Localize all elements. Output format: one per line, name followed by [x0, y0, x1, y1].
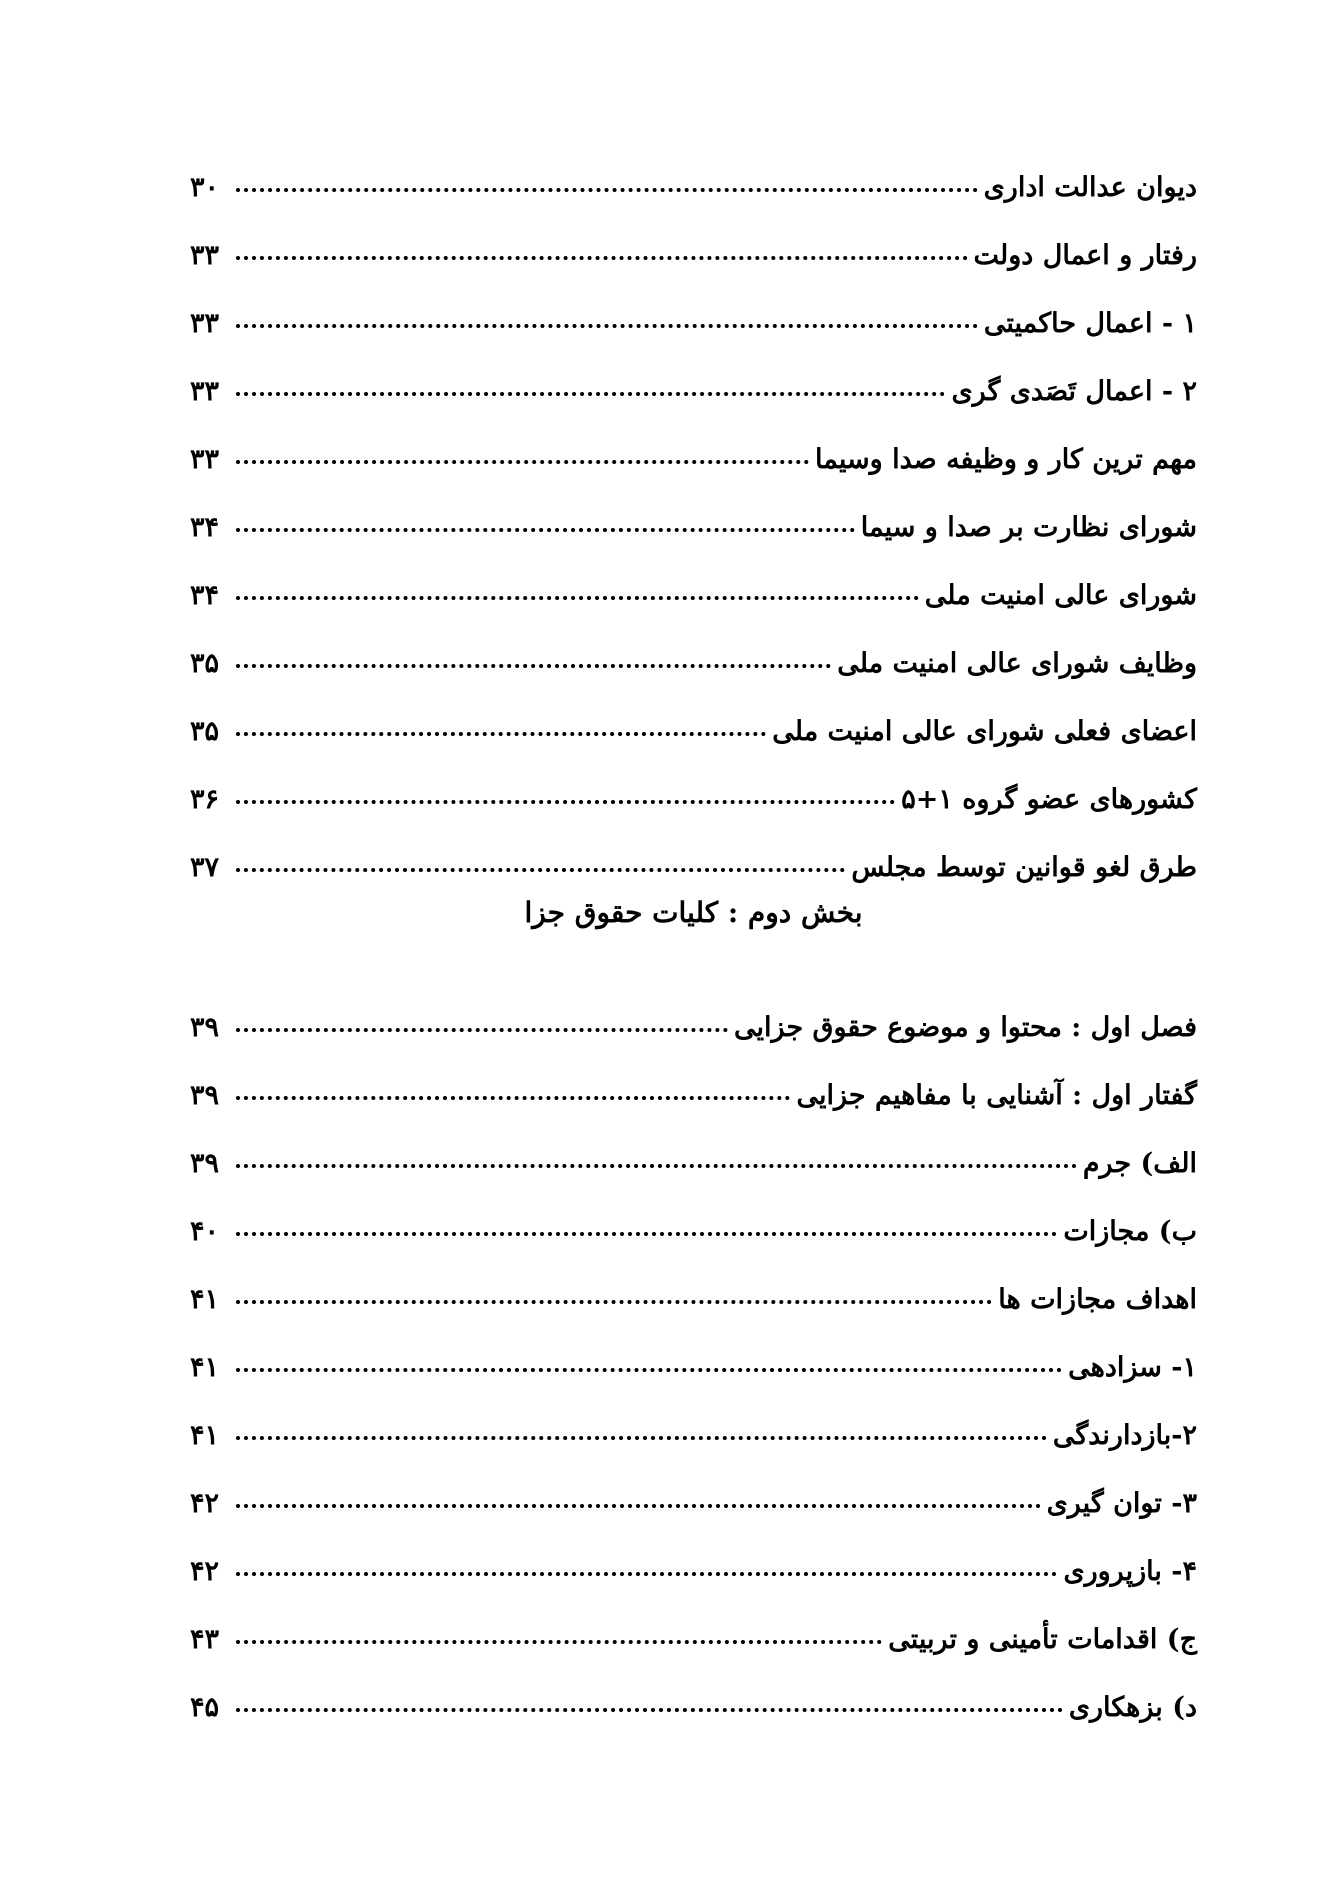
- toc-entry-title: کشورهای عضو گروه ۱+۵: [901, 784, 1197, 815]
- dot-leader: [236, 1294, 992, 1304]
- toc-entry-page: ۳۹: [190, 1080, 220, 1111]
- toc-entry-page: ۴۲: [190, 1556, 220, 1587]
- toc-entry-page: ۴۰: [190, 1216, 220, 1247]
- dot-leader: [236, 1498, 1041, 1508]
- toc-entry: [190, 1615, 1197, 1665]
- toc-entry-title: ۲-بازدارندگی: [1052, 1420, 1197, 1451]
- dot-leader: [236, 454, 809, 464]
- toc-entry: [190, 435, 1197, 485]
- toc-entry: [190, 1139, 1197, 1189]
- toc-entry: [190, 1003, 1197, 1053]
- toc-entry-page: ۴۵: [190, 1692, 220, 1723]
- toc-entry-page: ۳۵: [190, 648, 220, 679]
- toc-entry-page: ۳۷: [190, 852, 220, 883]
- toc-entry: [190, 639, 1197, 689]
- toc-entry-page: ۴۱: [190, 1352, 220, 1383]
- toc-entry-page: ۳۴: [190, 512, 220, 543]
- toc-entry-page: ۳۹: [190, 1148, 220, 1179]
- toc-entry-page: ۳۳: [190, 308, 220, 339]
- dot-leader: [236, 726, 766, 736]
- toc-entry: [190, 1207, 1197, 1257]
- toc-entry-title: اهداف مجازات ها: [998, 1284, 1197, 1315]
- toc-entry-page: ۴۱: [190, 1420, 220, 1451]
- toc-entry-title: ۳- توان گیری: [1046, 1488, 1197, 1519]
- dot-leader: [236, 182, 978, 192]
- toc-entry-title: شورای عالی امنیت ملی: [924, 580, 1197, 611]
- toc-entry-page: ۳۳: [190, 444, 220, 475]
- toc-entry: [190, 163, 1197, 213]
- dot-leader: [236, 1362, 1062, 1372]
- toc-entry-title: ۴- بازپروری: [1063, 1556, 1197, 1587]
- toc-entry: [190, 503, 1197, 553]
- toc-entry: [190, 1071, 1197, 1121]
- dot-leader: [236, 658, 831, 668]
- toc-entry-title: مهم ترین کار و وظیفه صدا وسیما: [815, 444, 1197, 475]
- toc-entry-title: ۱ - اعمال حاکمیتی: [983, 308, 1197, 339]
- toc-entry: [190, 1547, 1197, 1597]
- dot-leader: [236, 522, 855, 532]
- dot-leader: [236, 386, 945, 396]
- dot-leader: [236, 1022, 728, 1032]
- toc-entry-page: ۳۵: [190, 716, 220, 747]
- section-heading: بخش دوم : کلیات حقوق جزا: [524, 896, 863, 929]
- toc-entry-page: ۴۳: [190, 1624, 220, 1655]
- toc-entry-title: گفتار اول : آشنایی با مفاهیم جزایی: [796, 1080, 1197, 1111]
- toc-entry-title: فصل اول : محتوا و موضوع حقوق جزایی: [734, 1012, 1197, 1043]
- toc-entry-page: ۴۱: [190, 1284, 220, 1315]
- dot-leader: [236, 318, 978, 328]
- dot-leader: [236, 250, 968, 260]
- toc-entry-title: دیوان عدالت اداری: [983, 172, 1197, 203]
- toc-entry-page: ۳۳: [190, 376, 220, 407]
- toc-entry: [190, 707, 1197, 757]
- toc-entry-title: ج) اقدامات تأمینی و تربیتی: [888, 1624, 1197, 1655]
- toc-entry: [190, 1343, 1197, 1393]
- toc-entry-page: ۳۴: [190, 580, 220, 611]
- toc-entry: [190, 571, 1197, 621]
- toc-entry-title: ۲ - اعمال تَصَدی گری: [951, 376, 1197, 407]
- toc-entry-title: شورای نظارت بر صدا و سیما: [860, 512, 1197, 543]
- dot-leader: [236, 1702, 1063, 1712]
- toc-entry-page: ۳۹: [190, 1012, 220, 1043]
- dot-leader: [236, 1566, 1057, 1576]
- toc-entry-title: الف) جرم: [1082, 1148, 1197, 1179]
- dot-leader: [236, 794, 895, 804]
- toc-entry: [190, 843, 1197, 893]
- dot-leader: [236, 590, 919, 600]
- dot-leader: [236, 1430, 1047, 1440]
- dot-leader: [236, 1226, 1057, 1236]
- toc-entry-title: ۱- سزادهی: [1068, 1352, 1197, 1383]
- toc-entry: [190, 299, 1197, 349]
- toc-entry: [190, 1411, 1197, 1461]
- toc-entry: [190, 1479, 1197, 1529]
- toc-entry-title: رفتار و اعمال دولت: [973, 240, 1197, 271]
- toc-entry-title: طرق لغو قوانین توسط مجلس: [851, 852, 1197, 883]
- toc-entry: [190, 775, 1197, 825]
- dot-leader: [236, 1634, 882, 1644]
- toc-entry-page: ۳۰: [190, 172, 220, 203]
- toc-entry-title: اعضای فعلی شورای عالی امنیت ملی: [772, 716, 1197, 747]
- dot-leader: [236, 1090, 790, 1100]
- dot-leader: [236, 862, 845, 872]
- dot-leader: [236, 1158, 1077, 1168]
- toc-entry-page: ۳۳: [190, 240, 220, 271]
- toc-entry-page: ۳۶: [190, 784, 220, 815]
- toc-entry: [190, 1683, 1197, 1733]
- toc-entry-page: ۴۲: [190, 1488, 220, 1519]
- toc-entry-title: وظایف شورای عالی امنیت ملی: [837, 648, 1197, 679]
- toc-entry-title: د) بزهکاری: [1068, 1692, 1197, 1723]
- toc-entry: [190, 1275, 1197, 1325]
- toc-entry: [190, 231, 1197, 281]
- toc-entry-title: ب) مجازات: [1063, 1216, 1197, 1247]
- toc-entry: [190, 367, 1197, 417]
